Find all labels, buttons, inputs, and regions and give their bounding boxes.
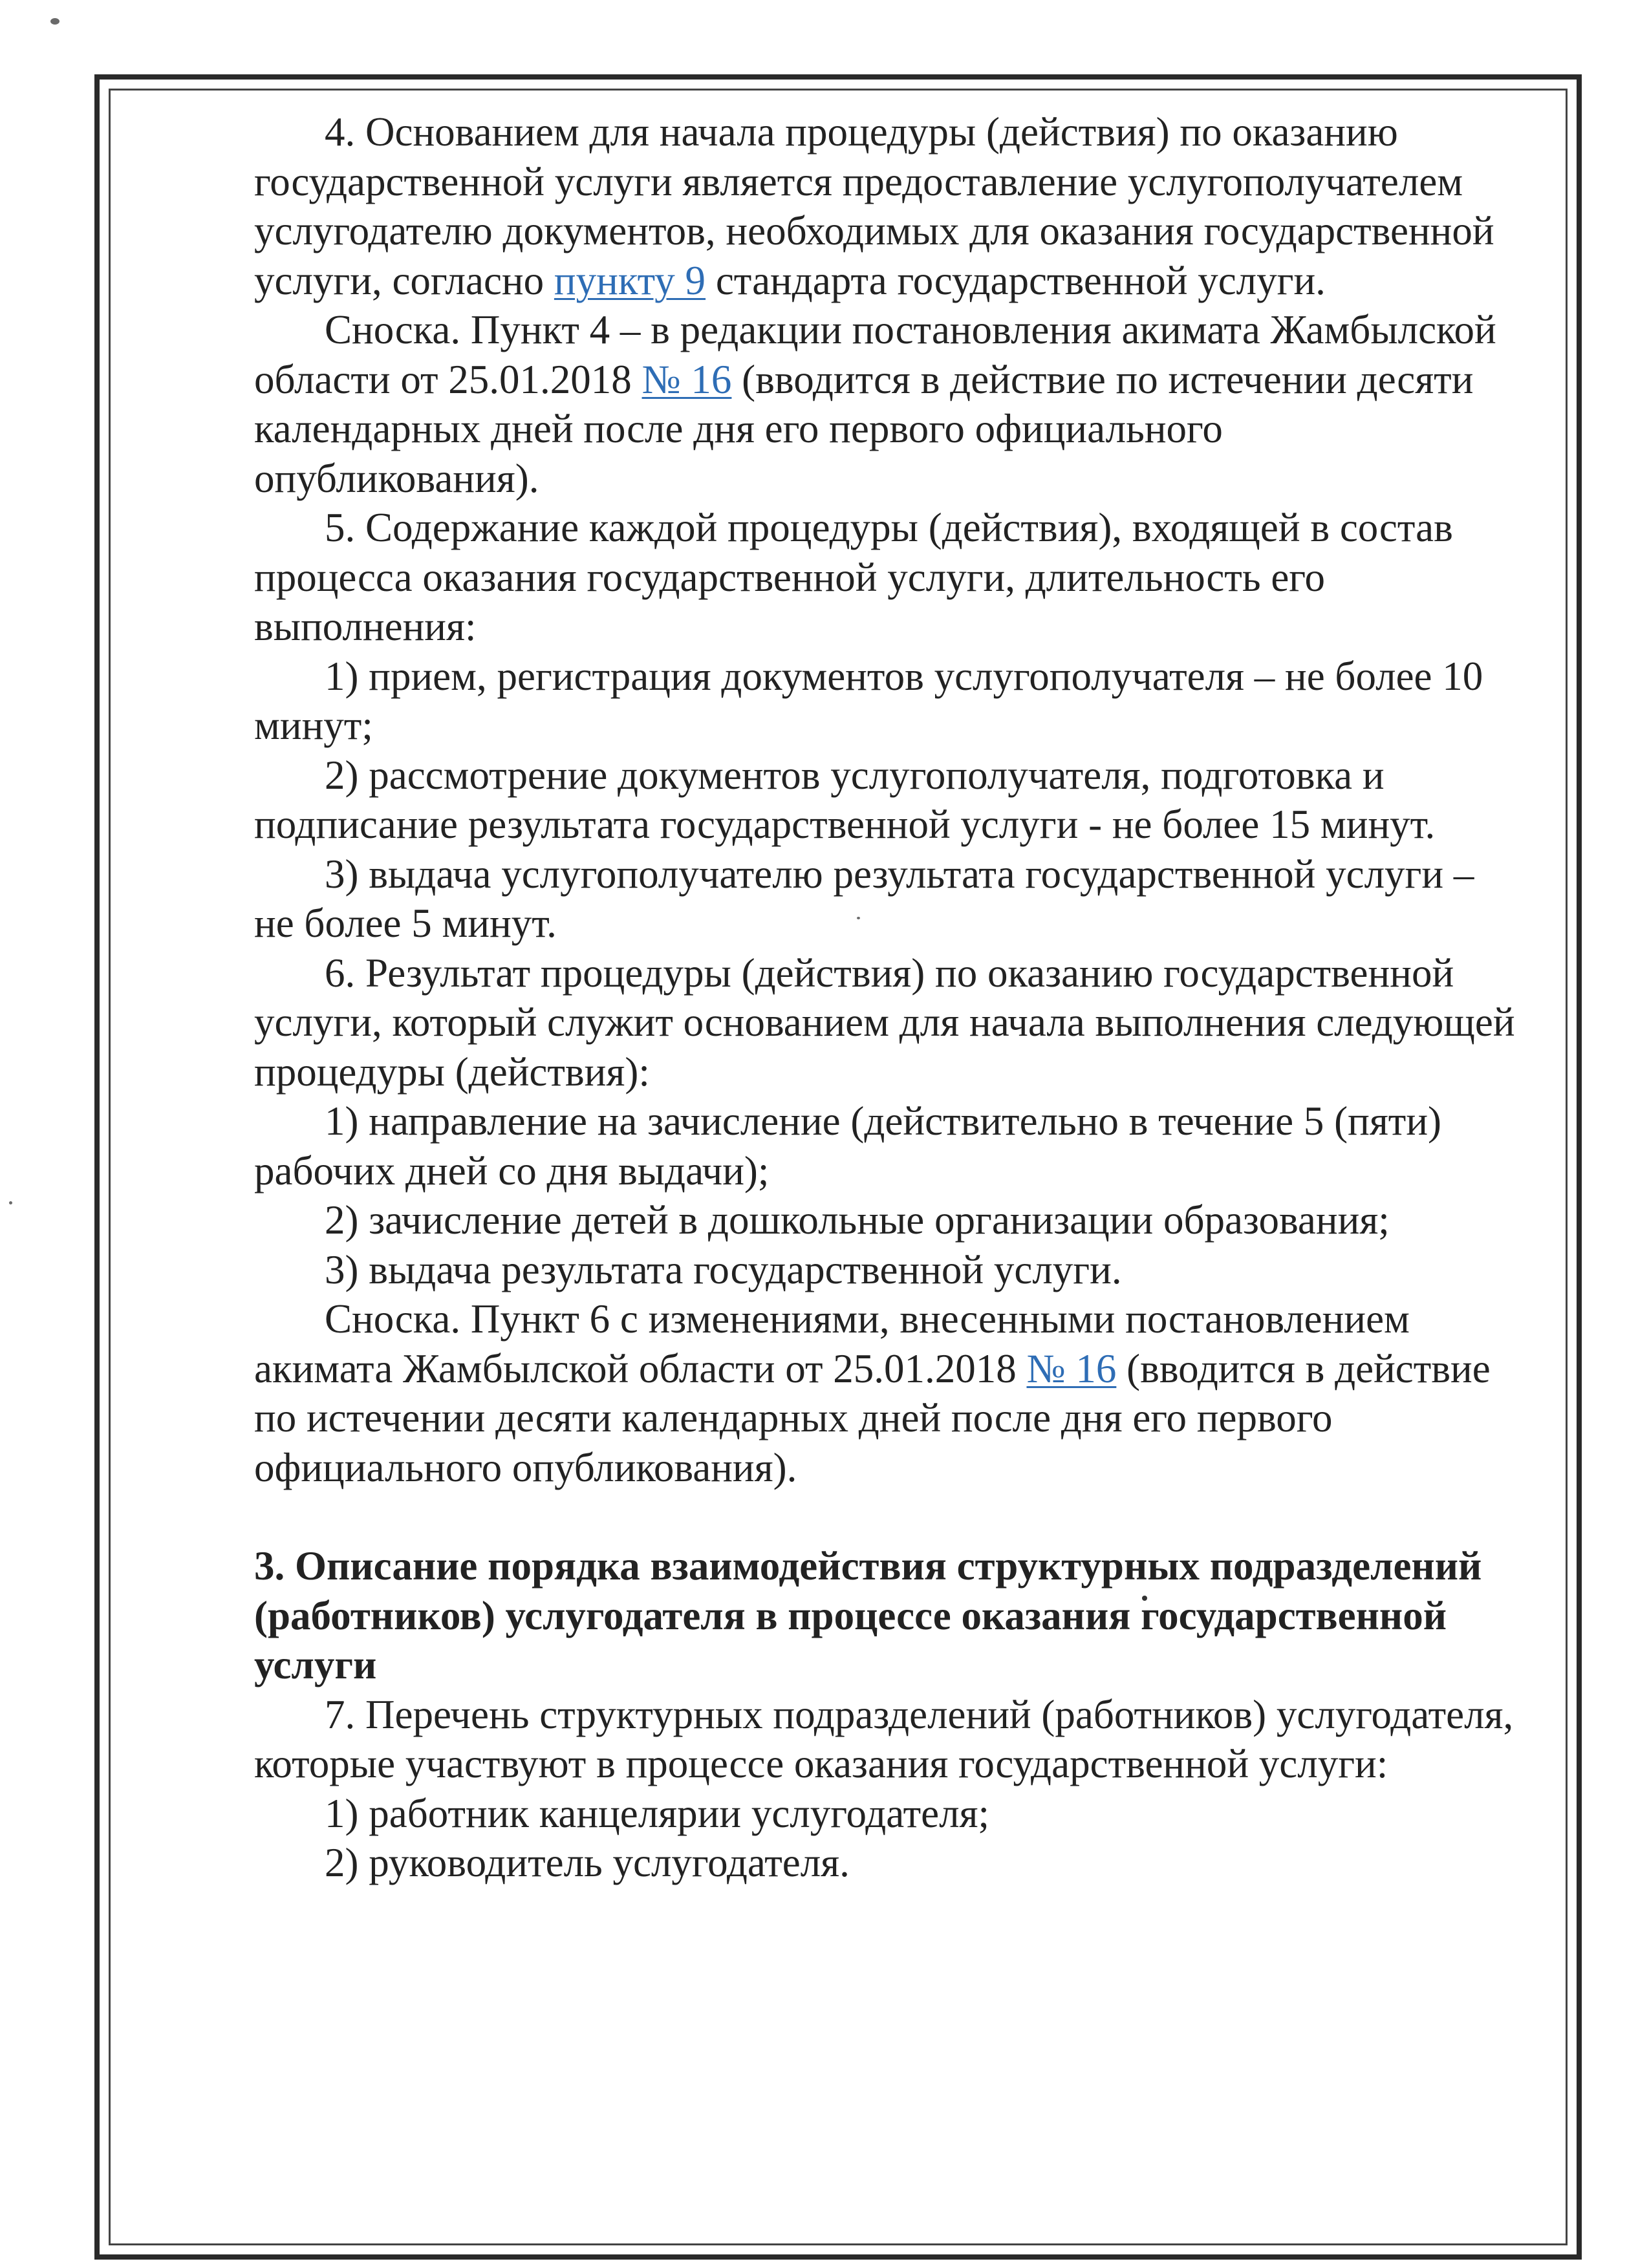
list-item: 1) направление на зачисление (действительно в течение 5 (пяти) рабочих дней со дня выдачи); [254,1098,1442,1193]
link-point-9[interactable]: пункту 9 [554,257,706,303]
footnote-4 [254,305,1515,503]
list-item: 2) руководитель услугодателя. [325,1840,850,1885]
scan-speck [9,1201,12,1204]
paragraph-7: 7. Перечень структурных подразделений (работников) услугодателя, которые участвуют в процессе оказания государственной услуги: [254,1691,1514,1786]
list-item: 2) рассмотрение документов услугополучателя, подготовка и подписание результата государственной услуги - не более 15 минут. [254,752,1436,847]
footnote-6-text: Сноска. Пункт 6 с изменениями, внесенными постановлением акимата Жамбылской области от 25.01.2018 [254,1296,1410,1391]
footnote-6 [254,1294,1515,1492]
section-3-heading: 3. Описание порядка взаимодействия структурных подразделений (работников) услугодателя в процессе оказания государственной услуги [254,1543,1482,1687]
paragraph-6: 6. Результат процедуры (действия) по оказанию государственной услуги, который служит основанием для начала выполнения следующей процедуры (действия): [254,950,1515,1095]
list-item: 1) работник канцелярии услугодателя; [325,1790,989,1836]
paragraph-5: 5. Содержание каждой процедуры (действия), входящей в состав процесса оказания государственной услуги, длительность его выполнения: [254,505,1453,649]
link-decree-16[interactable]: № 16 [641,356,732,402]
list-item: 1) прием, регистрация документов услугополучателя – не более 10 минут; [254,653,1483,748]
footnote-6-text-end: (вводится в действие по истечении десяти календарных дней после дня его первого официального опубликования). [254,1345,1491,1490]
list-item: 2) зачисление детей в дошкольные организации образования; [325,1197,1390,1243]
list-item: 3) выдача результата государственной услуги. [325,1246,1122,1292]
document-body [254,107,1515,1888]
paragraph-4-text: 4. Основанием для начала процедуры (действия) по оказанию государственной услуги является предоставление услугополучателем услугодателю документов, необходимых для оказания государственной услуги, согласно [254,109,1494,303]
link-decree-16[interactable]: № 16 [1026,1345,1117,1391]
scan-speck [50,18,59,25]
list-item: 3) выдача услугополучателю результата государственной услуги – не более 5 минут. [254,851,1474,946]
paragraph-4 [254,107,1515,305]
footnote-4-text: Сноска. Пункт 4 – в редакции постановления акимата Жамбылской области от 25.01.2018 [254,307,1496,402]
footnote-4-text-end: (вводится в действие по истечении десяти календарных дней после дня его первого официального опубликования). [254,356,1474,501]
paragraph-4-text-end: стандарта государственной услуги. [706,257,1326,303]
